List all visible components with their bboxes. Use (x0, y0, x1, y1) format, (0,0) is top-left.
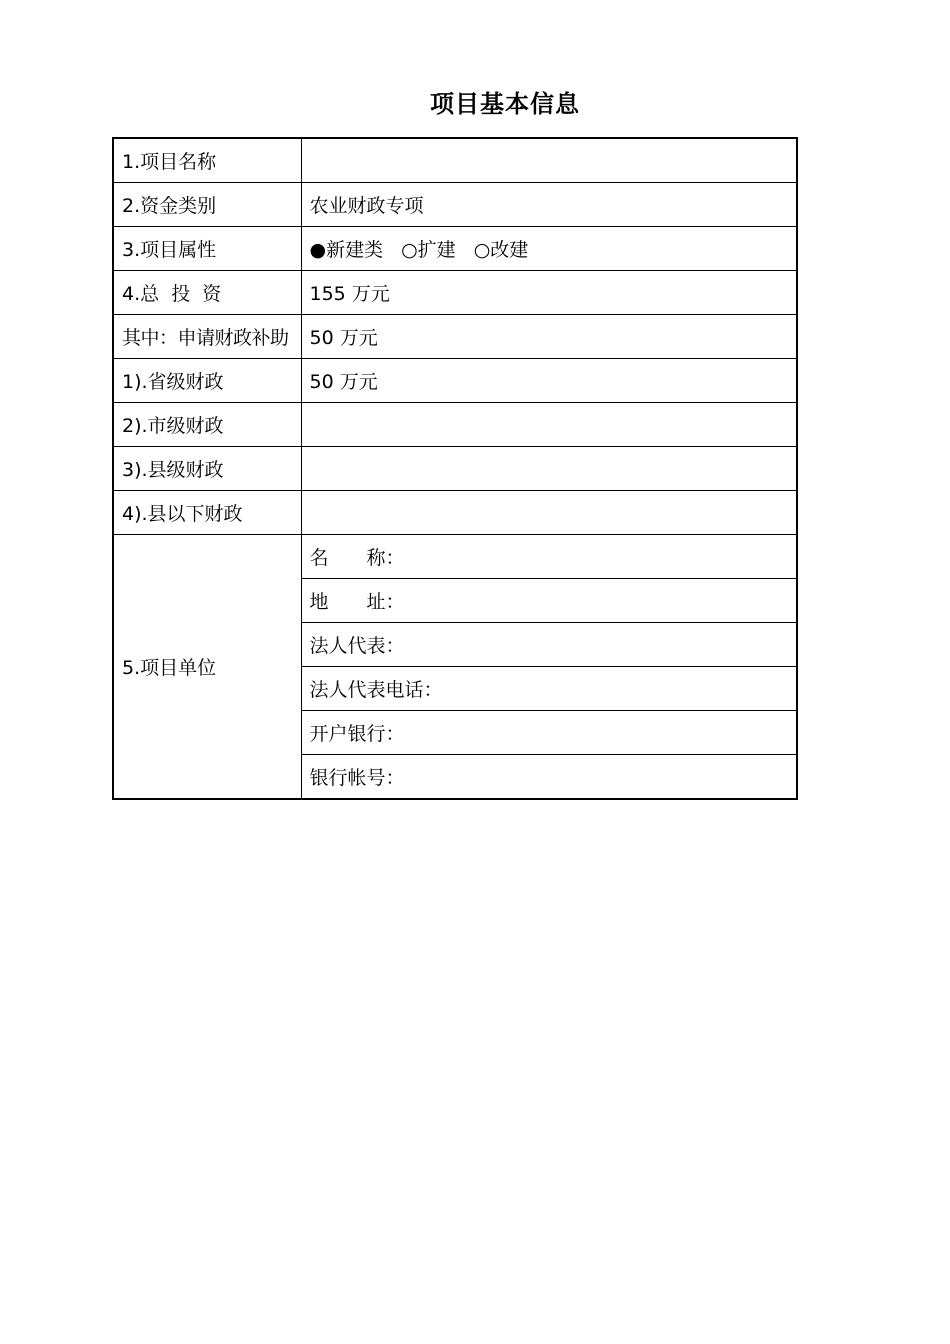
table-row (113, 271, 797, 315)
row-label: 2.资金类别 (113, 183, 301, 227)
total-investment-value[interactable]: 155 万元 (301, 271, 797, 315)
bank-field[interactable]: 开户银行： (301, 711, 797, 755)
bank-account-field[interactable]: 银行帐号： (301, 755, 797, 800)
option-rebuild[interactable]: ○改建 (473, 239, 529, 261)
table-row (113, 227, 797, 271)
table-row (113, 403, 797, 447)
table-row (113, 138, 797, 183)
project-name-value[interactable] (301, 138, 797, 183)
table-row (113, 535, 797, 579)
row-label: 4.总 投 资 (113, 271, 301, 315)
page-title: 项目基本信息 (430, 89, 580, 118)
subsidy-request-value[interactable]: 50 万元 (301, 315, 797, 359)
legal-rep-phone-field[interactable]: 法人代表电话： (301, 667, 797, 711)
row-label: 其中：申请财政补助 (113, 315, 301, 359)
unit-name-field[interactable]: 名 称： (301, 535, 797, 579)
row-label: 1.项目名称 (113, 138, 301, 183)
row-label: 3).县级财政 (113, 447, 301, 491)
city-finance-value[interactable] (301, 403, 797, 447)
county-finance-value[interactable] (301, 447, 797, 491)
row-label: 3.项目属性 (113, 227, 301, 271)
table-row (113, 315, 797, 359)
row-label: 4).县以下财政 (113, 491, 301, 535)
table-row (113, 183, 797, 227)
legal-rep-field[interactable]: 法人代表： (301, 623, 797, 667)
project-info-table (112, 137, 798, 800)
unit-address-field[interactable]: 地 址： (301, 579, 797, 623)
row-label: 1).省级财政 (113, 359, 301, 403)
table-row (113, 491, 797, 535)
option-new-build[interactable]: ●新建类 (309, 239, 384, 261)
sub-county-finance-value[interactable] (301, 491, 797, 535)
project-attribute-options (301, 227, 797, 271)
row-label: 2).市级财政 (113, 403, 301, 447)
table-row (113, 359, 797, 403)
fund-category-value[interactable]: 农业财政专项 (301, 183, 797, 227)
unit-label: 5.项目单位 (113, 535, 301, 800)
option-expansion[interactable]: ○扩建 (401, 239, 456, 261)
provincial-finance-value[interactable]: 50 万元 (301, 359, 797, 403)
table-row (113, 447, 797, 491)
